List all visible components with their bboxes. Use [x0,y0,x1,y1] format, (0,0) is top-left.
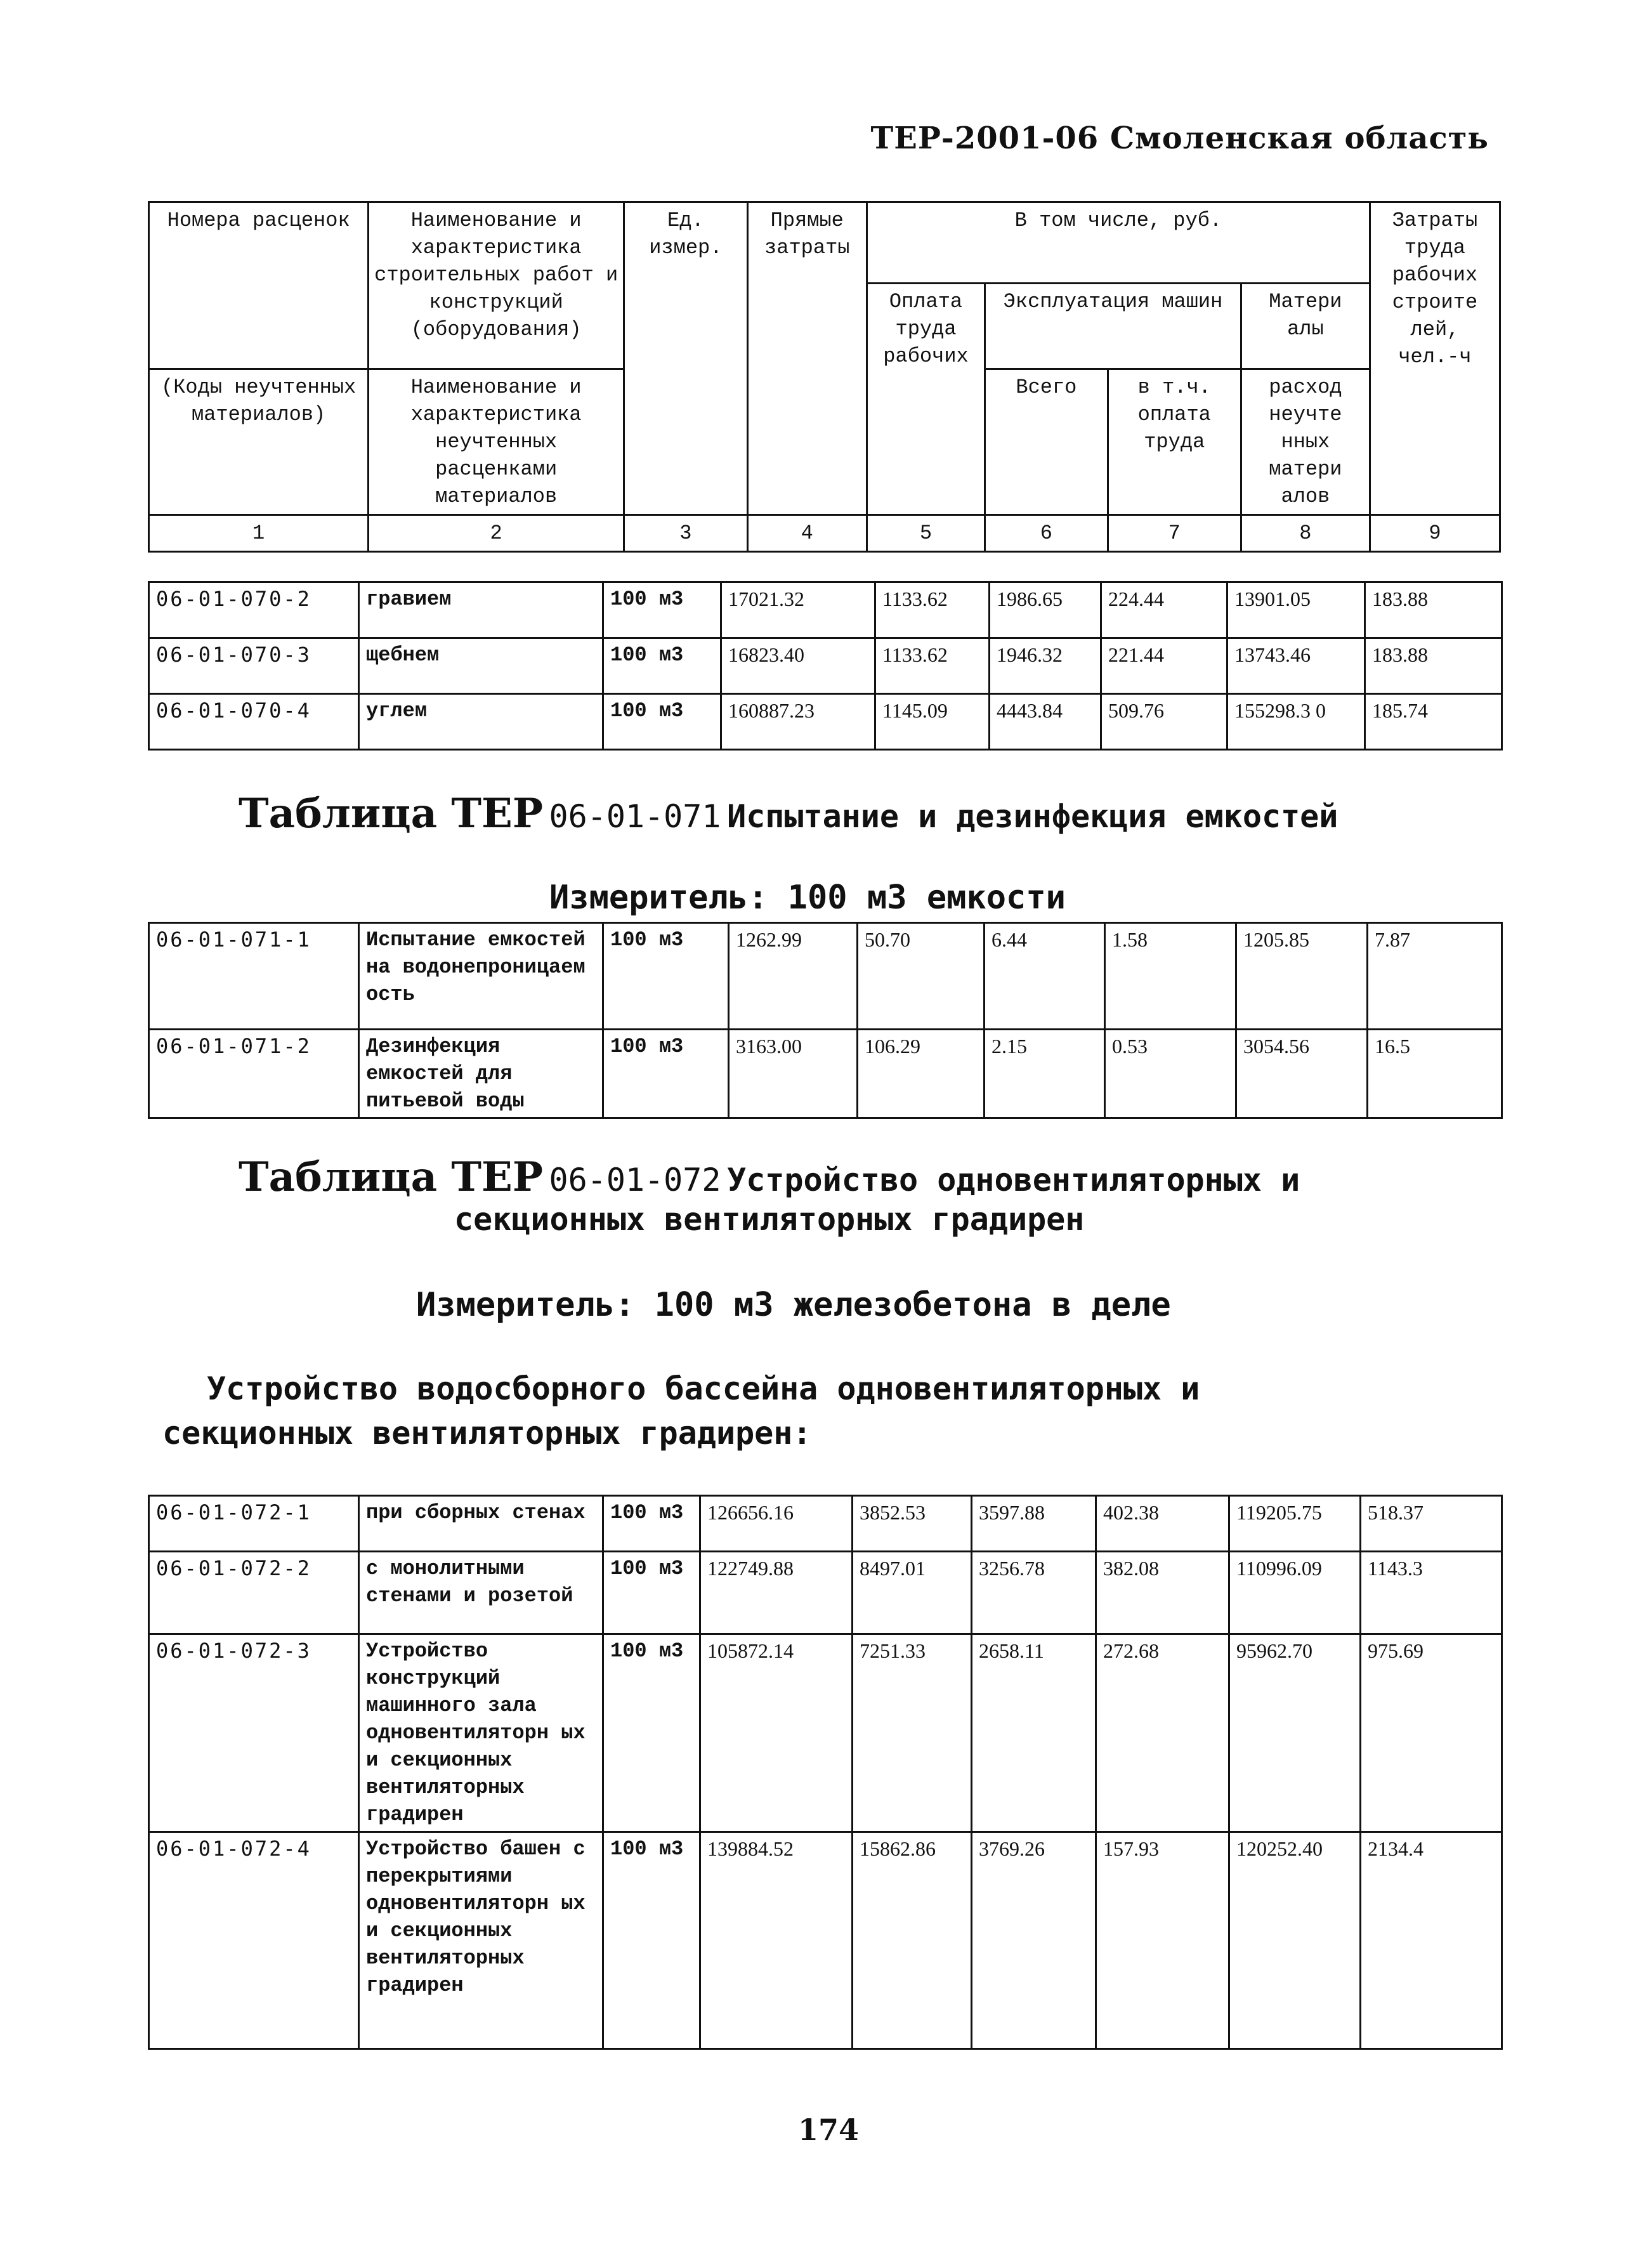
labor-cost: 106.29 [858,1030,985,1118]
labor-hours: 1143.3 [1361,1552,1502,1634]
labor-cost: 50.70 [858,923,985,1030]
rate-code: 06-01-070-2 [149,582,359,638]
machine-wage: 0.53 [1105,1030,1236,1118]
table-row [149,1552,1502,1634]
header-codes-top: Номера расценок [149,202,369,369]
labor-cost: 8497.01 [853,1552,972,1634]
header-machine-wage: в т.ч. оплата труда [1108,369,1241,515]
machine-total: 1946.32 [990,638,1101,694]
header-labor-cost: Оплата труда рабочих [867,284,985,515]
table-071-heading [239,790,1338,837]
rate-code: 06-01-072-2 [149,1552,359,1634]
machine-wage: 1.58 [1105,923,1236,1030]
table-row [149,1832,1502,2049]
labor-hours: 183.88 [1365,638,1502,694]
materials-cost: 3054.56 [1236,1030,1368,1118]
machine-wage: 224.44 [1101,582,1227,638]
labor-hours: 518.37 [1361,1496,1502,1552]
direct-costs: 126656.16 [700,1496,853,1552]
machine-total: 1986.65 [990,582,1101,638]
table-071-title: Испытание и дезинфекция емкостей [727,798,1338,835]
direct-costs: 122749.88 [700,1552,853,1634]
labor-cost: 3852.53 [853,1496,972,1552]
header-unit: Ед. измер. [624,202,748,515]
table-072-title-line2: секционных вентиляторных градирен [454,1201,1085,1238]
header-number: 8 [1241,515,1370,552]
labor-hours: 975.69 [1361,1634,1502,1832]
labor-hours: 16.5 [1368,1030,1502,1118]
rates-table-072 [148,1495,1503,2050]
materials-cost: 13901.05 [1227,582,1365,638]
table-072-code: 06-01-072 [549,1162,721,1198]
header-table [148,201,1501,553]
section-title-line2: секционных вентиляторных градирен: [162,1415,812,1452]
rate-name: гравием [359,582,603,638]
header-name-top: Наименование и характеристика строительных работ и конструкций (оборудования) [369,202,624,369]
table-row [149,1496,1502,1552]
materials-cost: 13743.46 [1227,638,1365,694]
rate-name: углем [359,694,603,750]
materials-cost: 120252.40 [1229,1832,1361,2049]
header-number: 5 [867,515,985,552]
rate-code: 06-01-072-3 [149,1634,359,1832]
table-row [149,582,1502,638]
section-title-line1: Устройство водосборного бассейна одновентиляторных и [207,1370,1200,1407]
machine-total: 2658.11 [972,1634,1096,1832]
rate-unit: 100 м3 [603,638,721,694]
header-number: 3 [624,515,748,552]
table-072-lead: Таблица ТЕР [239,1153,543,1201]
rate-name: Устройство конструкций машинного зала одновентиляторн ых и секционных вентиляторных градирен [359,1634,603,1832]
rate-unit: 100 м3 [603,582,721,638]
direct-costs: 3163.00 [729,1030,858,1118]
rate-code: 06-01-071-1 [149,923,359,1030]
header-number: 1 [149,515,369,552]
table-072-heading-line2 [454,1201,1084,1238]
labor-cost: 1133.62 [875,638,990,694]
header-codes-bottom: (Коды неучтенных материалов) [149,369,369,515]
machine-total: 6.44 [985,923,1105,1030]
rate-unit: 100 м3 [603,694,721,750]
header-machine-operation: Эксплуатация машин [985,284,1241,369]
materials-cost: 1205.85 [1236,923,1368,1030]
rate-unit: 100 м3 [603,1030,729,1118]
machine-wage: 402.38 [1096,1496,1229,1552]
header-direct-costs: Прямые затраты [747,202,867,515]
page-number: 174 [798,2113,860,2147]
header-machine-total: Всего [985,369,1108,515]
direct-costs: 139884.52 [700,1832,853,2049]
rate-code: 06-01-070-3 [149,638,359,694]
table-row [149,694,1502,750]
machine-total: 3256.78 [972,1552,1096,1634]
rate-name: щебнем [359,638,603,694]
header-number: 4 [747,515,867,552]
header-materials: Матери алы [1241,284,1370,369]
header-number: 7 [1108,515,1241,552]
labor-cost: 1145.09 [875,694,990,750]
rate-name: Испытание емкостей на водонепроницаем ость [359,923,603,1030]
labor-cost: 15862.86 [853,1832,972,2049]
materials-cost: 155298.3 0 [1227,694,1365,750]
machine-total: 3597.88 [972,1496,1096,1552]
header-labor-hours: Затраты труда рабочих строите лей, чел.-ч [1370,202,1500,515]
table-072-title-line1: Устройство одновентиляторных и [727,1162,1300,1198]
labor-hours: 183.88 [1365,582,1502,638]
machine-wage: 221.44 [1101,638,1227,694]
materials-cost: 110996.09 [1229,1552,1361,1634]
direct-costs: 1262.99 [729,923,858,1030]
rate-code: 06-01-072-1 [149,1496,359,1552]
header-number: 2 [369,515,624,552]
table-row [149,1030,1502,1118]
direct-costs: 17021.32 [721,582,875,638]
rate-name: при сборных стенах [359,1496,603,1552]
rates-table-071 [148,922,1503,1119]
rate-name: Устройство башен с перекрытиями одновентиляторн ых и секционных вентиляторных градирен [359,1832,603,2049]
labor-hours: 2134.4 [1361,1832,1502,2049]
table-071-lead: Таблица ТЕР [239,790,543,837]
direct-costs: 105872.14 [700,1634,853,1832]
machine-total: 3769.26 [972,1832,1096,2049]
table-071-measure: Измеритель: 100 м3 емкости [549,879,1066,917]
table-072-measure: Измеритель: 100 м3 железобетона в деле [416,1286,1171,1324]
labor-hours: 7.87 [1368,923,1502,1030]
header-unaccounted: расход неучте нных матери алов [1241,369,1370,515]
header-number: 9 [1370,515,1500,552]
direct-costs: 160887.23 [721,694,875,750]
rate-code: 06-01-072-4 [149,1832,359,2049]
rate-name: Дезинфекция емкостей для питьевой воды [359,1030,603,1118]
labor-hours: 185.74 [1365,694,1502,750]
rate-code: 06-01-071-2 [149,1030,359,1118]
rate-unit: 100 м3 [603,1634,700,1832]
table-row [149,638,1502,694]
rate-unit: 100 м3 [603,923,729,1030]
document-title: ТЕР-2001-06 Смоленская область [870,121,1489,156]
header-including: В том числе, руб. [867,202,1370,284]
machine-wage: 157.93 [1096,1832,1229,2049]
materials-cost: 95962.70 [1229,1634,1361,1832]
machine-wage: 272.68 [1096,1634,1229,1832]
table-row [149,1634,1502,1832]
machine-total: 4443.84 [990,694,1101,750]
header-number: 6 [985,515,1108,552]
materials-cost: 119205.75 [1229,1496,1361,1552]
header-name-bottom: Наименование и характеристика неучтенных расценками материалов [369,369,624,515]
table-071-code: 06-01-071 [549,798,721,835]
rate-name: с монолитными стенами и розетой [359,1552,603,1634]
rate-unit: 100 м3 [603,1832,700,2049]
machine-total: 2.15 [985,1030,1105,1118]
table-row [149,923,1502,1030]
rate-unit: 100 м3 [603,1496,700,1552]
machine-wage: 382.08 [1096,1552,1229,1634]
rate-code: 06-01-070-4 [149,694,359,750]
labor-cost: 1133.62 [875,582,990,638]
machine-wage: 509.76 [1101,694,1227,750]
rates-table-070 [148,581,1503,751]
rate-unit: 100 м3 [603,1552,700,1634]
direct-costs: 16823.40 [721,638,875,694]
table-072-heading [239,1153,1300,1201]
labor-cost: 7251.33 [853,1634,972,1832]
